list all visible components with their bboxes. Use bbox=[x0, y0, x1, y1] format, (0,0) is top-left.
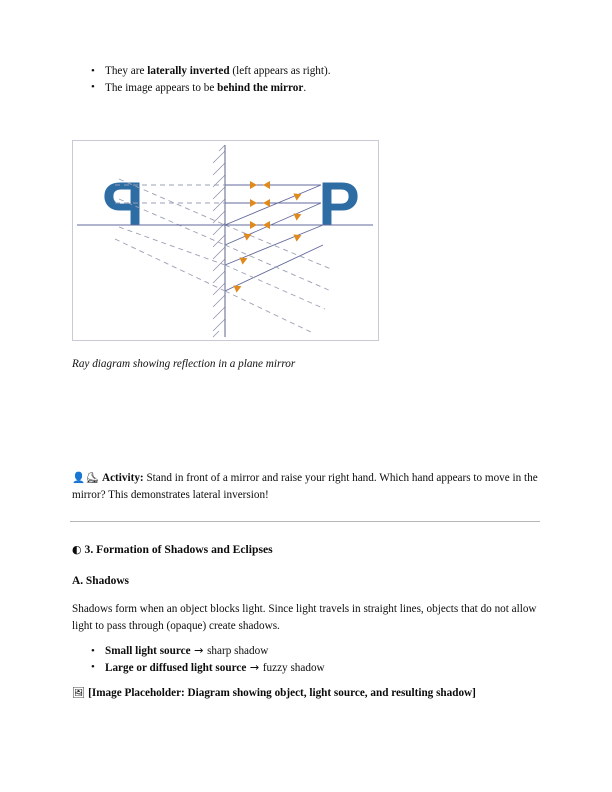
section-divider bbox=[70, 521, 540, 522]
section-heading-text: 3. Formation of Shadows and Eclipses bbox=[84, 543, 273, 556]
bullet-text-bold: Small light source bbox=[105, 645, 191, 657]
ray-diagram-svg bbox=[73, 141, 378, 340]
shadow-bullet-list bbox=[72, 643, 542, 676]
arrow-glyph: → bbox=[246, 660, 263, 674]
bullet-text-bold: laterally inverted bbox=[147, 65, 230, 77]
bullet-text-bold: Large or diffused light source bbox=[105, 661, 247, 674]
activity-block bbox=[72, 470, 540, 503]
object-letter-p bbox=[318, 170, 359, 239]
subheading-shadows: A. Shadows bbox=[72, 575, 129, 587]
activity-text: Stand in front of a mirror and raise your right hand. Which hand appears to move in the mirror? This demonstrates lateral inversion! bbox=[72, 472, 538, 501]
list-item bbox=[72, 660, 542, 677]
image-placeholder-line bbox=[72, 685, 542, 701]
list-item bbox=[72, 643, 542, 660]
bullet-text-suffix: (left appears as right). bbox=[229, 65, 331, 77]
bullet-text-bold: behind the mirror bbox=[217, 81, 304, 94]
list-item bbox=[72, 80, 542, 97]
bullet-text-prefix: The image appears to be bbox=[105, 81, 218, 94]
ray-diagram-figure bbox=[72, 140, 379, 341]
activity-icons: 👤⛸ bbox=[72, 472, 100, 484]
section-heading-3 bbox=[72, 542, 542, 558]
bullet-text-rest: sharp shadow bbox=[207, 645, 269, 657]
arrow-glyph: → bbox=[190, 644, 208, 657]
bullet-text-prefix: They are bbox=[105, 65, 148, 77]
image-placeholder-text: [Image Placeholder: Diagram showing object, light source, and resulting shadow] bbox=[88, 687, 476, 699]
bullet-text-suffix: . bbox=[303, 81, 307, 94]
picture-frame-icon: 🖼 bbox=[72, 687, 86, 699]
figure-caption: Ray diagram showing reflection in a plane mirror bbox=[72, 358, 296, 370]
list-item bbox=[72, 63, 542, 80]
svg-text:P: P bbox=[102, 170, 144, 240]
bullet-text-rest: fuzzy shadow bbox=[262, 661, 325, 674]
top-bullet-list bbox=[72, 63, 542, 96]
activity-label: Activity: bbox=[102, 472, 144, 484]
paragraph-shadows: Shadows form when an object blocks light. Since light travels in straight lines, objects that do not allow light to pass through (opaque) create shadows. bbox=[72, 603, 537, 632]
svg-text:P: P bbox=[318, 170, 360, 240]
half-moon-icon: ◐ bbox=[72, 543, 82, 556]
mirror-hatching bbox=[213, 145, 225, 337]
